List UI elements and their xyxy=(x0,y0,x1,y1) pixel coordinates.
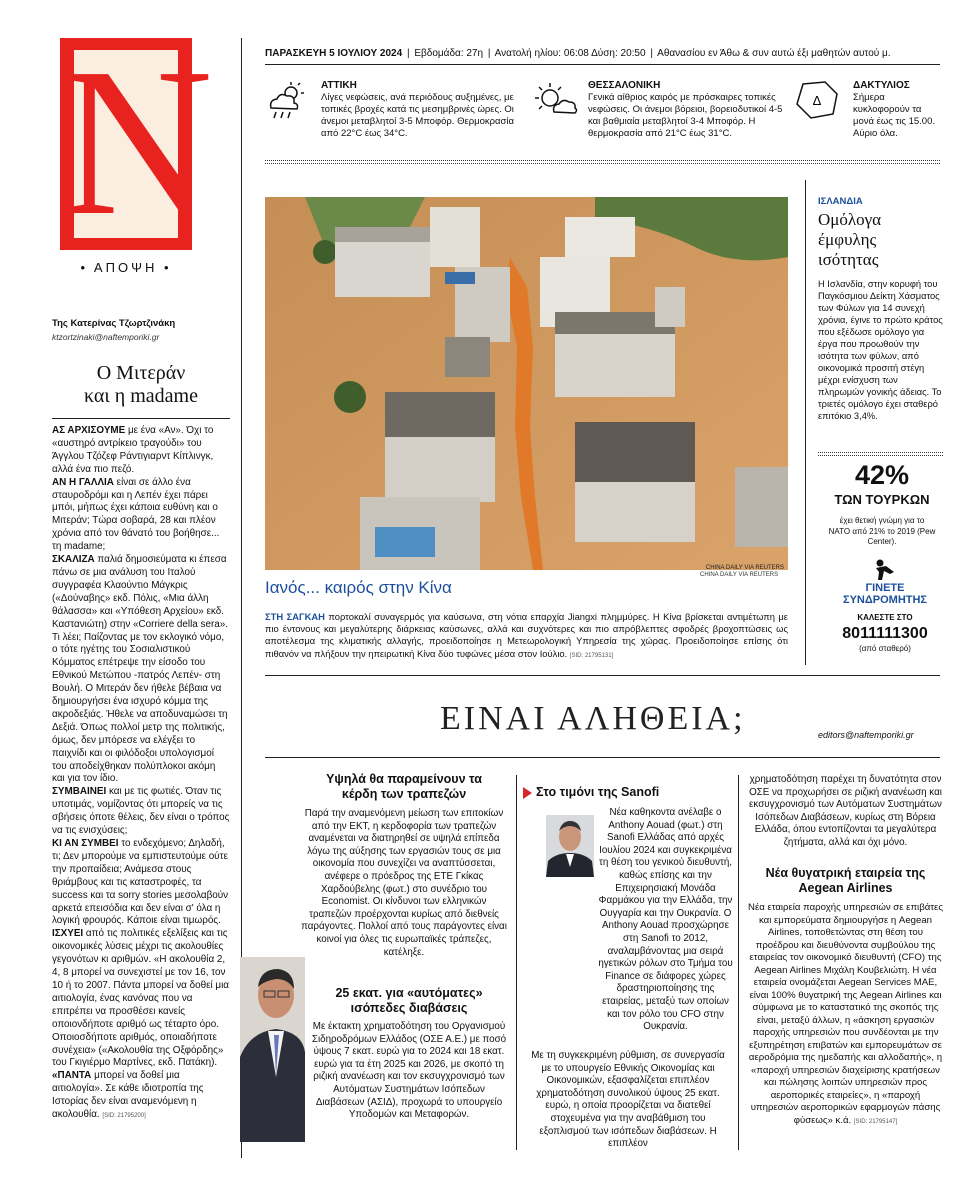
weather-attica xyxy=(265,72,520,152)
article-aegean xyxy=(748,866,943,1128)
byline-email: ktzortzinaki@naftemporiki.gr xyxy=(52,332,160,342)
iceland-text: Η Ισλανδία, στην κορυφή του Παγκόσμιου Δείκτη Χάσματος των Φύλων για 14 συνεχή χρόνια, έγινε το πρώτο κράτος που εξέδωσε ομόλογο για έργα που προωθούν την ισότητα των φύλων, από οικονομικά προσιτή στέγη μέχρι ενίσχυση των πληρωμών γονικής άδειας. Το τριετές ομόλογο έχει σταθερό επιτόκιο 3,4%. xyxy=(818,279,943,421)
sun-cloud-icon xyxy=(532,80,578,122)
caption-text: πορτοκαλί συναγερμός για καύσωνα, στη νότια επαρχία Jiangxi πλημμύρες. Η Κίνα βρίσκεται αντιμέτωπη με πιο έντονους και μεγαλύτερης διάρκειας καύσωνες, αλλά και συχνότερες και πιο απρόβλεπτες σφοδρές βροχοπτώσεις ως αποτέλεσμα της κλιματικής αλλαγής, προειδοποίησε η Μετεωρολογική Υπηρεσία της χώρας. Προειδοποίησε επίσης ότι πιθανόν να πλήξουν την ηπειρωτική Κίνα δύο τυφώνες μέσα στον Ιούλιο. xyxy=(265,611,788,659)
article-text xyxy=(748,902,943,1128)
header-date: ΠΑΡΑΣΚΕΥΗ 5 ΙΟΥΛΙΟΥ 2024 xyxy=(265,48,403,59)
paragraph-lead: «ΠΑΝΤΑ xyxy=(52,1070,92,1082)
paragraph-text: με ένα «Αν». Όχι το «αυστηρό αντρίκειο τραγούδι» του Άγγλου Τζόζεφ Ράντιγιαρντ Κίπλινγκ, αλλά ένα πιο πεζό. xyxy=(52,425,214,475)
opinion-body xyxy=(52,425,230,1123)
paragraph-text: από τις πολιτικές εξελίξεις και τις οικονομικές λύσεις μέχρι τις ακολουθίες γεγονότων κι αριθμών. «Η ακολουθία 2, 4, 8 μπορεί να συνεχιστεί με τον 16, τον 10 ή το 2007. Πάντα μπορεί να δοθεί μια αιτιολογία, ένας κανόνας που να επιτρέπει να προσθέσει κανείς οποιονδήποτε αριθμό ως τέταρτο όρο. Οποιοσδήποτε αριθμός, οποιαδήποτε συνέχεια» («Ακολουθία της Οξφόρδης» του Γκιγιέρμο Μαρτίνες, εκδ. Πατάκη). xyxy=(52,928,230,1069)
stat-label: ΤΩΝ ΤΟΥΡΚΩΝ xyxy=(834,492,930,507)
weather-text: Σήμερα κυκλοφορούν τα μονά έως τις 15.00. Αύριο όλα. xyxy=(853,92,936,139)
weather-text: Γενικά αίθριος καιρός με πρόσκαιρες τοπικές νεφώσεις. Οι άνεμοι βόρειοι, βορειοδυτικοί 4-5 και βαθμιαία μεταβλητοί 3-4 Μποφόρ. Η θερμοκρασία από 21°C έως 31°C. xyxy=(588,92,783,139)
photo-credit: CHINA DAILY VIA REUTERS xyxy=(705,565,784,570)
section-label: • ΑΠΟΨΗ • xyxy=(80,260,172,275)
subscribe-note: (από σταθερό) xyxy=(859,644,911,653)
weather-region: ΔΑΚΤΥΛΙΟΣ xyxy=(853,80,910,91)
iceland-title: Ομόλογα έμφυλης ισότητας xyxy=(818,210,882,269)
svg-text:Δ: Δ xyxy=(812,93,822,108)
opinion-title-line: και η madame xyxy=(84,385,198,407)
paragraph-lead: ΑΣ ΑΡΧΙΣΟΥΜΕ xyxy=(52,425,126,436)
weather-thessaloniki xyxy=(530,72,792,152)
stat-box xyxy=(818,460,946,548)
weather-region: ΑΤΤΙΚΗ xyxy=(321,80,357,91)
iceland-box xyxy=(818,196,946,422)
header-bar: ΠΑΡΑΣΚΕΥΗ 5 ΙΟΥΛΙΟΥ 2024 | Εβδομάδα: 27η | Ανατολή ηλίου: 06:08 Δύση: 20:50 | Αθανασίου εν Άθω & συν αυτώ έξι μαθητών αυτού μ. xyxy=(265,48,891,59)
subscribe-line2: ΣΥΝΔΡΟΜΗΤΗΣ xyxy=(842,594,928,606)
truth-email: editors@naftemporiki.gr xyxy=(818,730,914,740)
weather-ring xyxy=(795,72,945,152)
aegean-text: Νέα εταιρεία παροχής υπηρεσιών σε επιβάτες και εμπορεύματα δημιουργήσε η Aegean Airlines, τοποθετώντας στη θέση του προέδρου και διευθύνοντα συμβούλου της εταιρείας τον οικονομικό διευθυντή (CFO) της Aegean Airlines Μιχάλη Κουβελιώτη. Η νέα εταιρεία ονομάζεται Aegean Services MAE, είναι 100% θυγατρική της Aegean Airlines και σύμφωνα με το καταστατικό της σκοπός της είναι, μεταξύ άλλων, η «άσκηση εργασιών παροχής υπηρεσιών που συνδέονται με την εξυπηρέτηση επιβατών και εμπορευμάτων σε αεροδρόμια της ημεδαπής και αλλοδαπής», η «παροχή υπηρεσιών διαχείρισης κρατήσεων και πώλησης λοιπών υπηρεσιών προς αεροπορικές εταιρείες», η «παροχή υπηρεσιών αεροπορικών εφαρμογών πάσης φύσεως» κ.ά. xyxy=(748,902,943,1126)
article-text: χρηματοδότηση παρέχει τη δυνατότητα στον ΟΣΕ να προχωρήσει σε ριζική ανανέωση και εκσυγχρονισμό των Αυτόματων Συστημάτων Ισόπεδων Διαβάσεων, κυρίως στη Βόρεια Ελλάδα, όπου εντοπίζονται τα μεγαλύτερα ζητήματα, αλλά και όχι μόνο. xyxy=(749,774,942,848)
article-text: Νέα καθηκοντα ανέλαβε ο Anthony Aouad (φωτ.) στη Sanofi Ελλάδας από αρχές Ιουλίου 2024 και συγκεκριμένα τη θέση του γενικού διευθυντή, καθώς επίσης και την Επιχειρησιακή Μονάδα Φαρμάκου για την Ελλάδα, την Ουγγαρία και την Ουκρανία. O Anthony Aouad προσχώρησε στη Sanofi το 2012, αναλαμβάνοντας μια σειρά ηγετικών ρόλων στο Τμήμα του Finance σε διάφορες χώρες δραστηριοποίησης της εταιρείας, μεταξύ των οποίων και τον ρόλο του CFO στην Ουκρανία. xyxy=(598,807,733,1033)
paragraph-text: το ενδεχόμενο; Δηλαδή, τι; Δεν μπορούμε να εμπιστευτούμε ούτε την προπαίδεια; Ανάμεσα στους θριάμβους και τις καταστροφές, τα success και τα sorry stories μεσολαβούν αρκετά επεισόδια και δεν είναι σ' όλα η λογική φρουρός. Κάποιε είναι τιμωρός. xyxy=(52,838,229,927)
opinion-title-line: Ο Μιτεράν xyxy=(96,362,186,384)
subscribe-call: ΚΑΛΕΣΤΕ ΣΤΟ xyxy=(857,613,913,622)
article-headline xyxy=(523,785,733,799)
opinion-paragraph xyxy=(52,425,230,477)
article-ose-continued-right xyxy=(748,774,943,850)
paragraph-lead: ΣΚΑΛΙΖΑ xyxy=(52,554,95,566)
flood-photo xyxy=(265,197,788,570)
opinion-column xyxy=(52,318,230,1123)
paragraph-lead: ΑΝ Η ΓΑΛΛΙΑ xyxy=(52,476,114,488)
reader-figure-icon xyxy=(872,558,898,582)
photo-caption xyxy=(265,611,788,662)
subscribe-line1: ΓΙΝΕΤΕ xyxy=(865,582,905,594)
paragraph-lead: ΙΣΧΥΕΙ xyxy=(52,928,84,940)
caption-lead: ΣΤΗ ΣΑΓΚΑΗ xyxy=(265,611,325,622)
weather-region: ΘΕΣΣΑΛΟΝΙΚΗ xyxy=(588,80,661,91)
paragraph-lead: ΚΙ ΑΝ ΣΥΜΒΕΙ xyxy=(52,838,119,849)
opinion-title xyxy=(52,362,230,408)
paragraph-text: και με τις φωτιές. Όταν τις υποτιμάς, νομίζοντας ότι μπορείς να τις σβήσεις όποτε θέλεις, δεν είναι ο τρόπος να τις ενισχύσεις; xyxy=(52,786,230,837)
opinion-paragraph xyxy=(52,554,230,786)
opinion-paragraph xyxy=(52,477,230,554)
logo-letter: N xyxy=(60,24,214,259)
person-photo-chardouvelis xyxy=(240,957,305,1142)
byline: Της Κατερίνας Τζωρτζινάκη xyxy=(52,318,176,329)
header-week: Εβδομάδα: 27η xyxy=(414,48,484,59)
opinion-paragraph xyxy=(52,786,230,838)
photo-headline: Ιανός... καιρός στην Κίνα xyxy=(265,578,452,597)
stat-text: έχει θετική γνώμη για το ΝΑΤΟ από 21% το 2019 (Pew Center). xyxy=(828,516,936,546)
article-sanofi xyxy=(523,785,733,1034)
article-banks xyxy=(300,772,508,959)
paragraph-text: είναι σε άλλο ένα σταυροδρόμι και η Λεπέν έχει πάρει μπόι, μήπως έχει κάποια ευθύνη και ο Μιτεράν; Τώρα σοβαρά, 28 και πλέον χρόνια από τον θάνατό του βοήθησε... τη madame; xyxy=(52,476,220,553)
flood-photo-illustration xyxy=(265,197,788,570)
logo xyxy=(60,24,214,259)
header-sun: Ανατολή ηλίου: 06:08 Δύση: 20:50 xyxy=(494,48,646,59)
stat-value: 42% xyxy=(854,460,910,490)
iceland-kicker: ΙΣΛΑΝΔΙΑ xyxy=(818,196,863,207)
opinion-paragraph xyxy=(52,1070,230,1123)
sid-ref: [SID: 21795200] xyxy=(102,1113,146,1120)
article-text: Παρά την αναμενόμενη μείωση των επιτοκίων από την ΕΚΤ, η κερδοφορία των τραπεζών αναμένεται να διατηρηθεί σε υψηλά επίπεδα λόγω της αύξησης των εργασιών τους σε μια οικονομία που συνεχίζει να αναπτύσσεται, ανέφερε ο πρόεδρος της ΕΤΕ Γκίκας Χαρδούβελης (φωτ.) στο συνέδριο του Economist. Οι κίνδυνοι των ελληνικών τραπεζών προέρχονται κυρίως από διεθνείς παράγοντες. Πολλοί από τους παράγοντες είναι κοινοί για όλες τις ευρωπαϊκές τράπεζες, κατέληξε. xyxy=(301,808,507,958)
article-headline: Υψηλά θα παραμείνουν τα κέρδη των τραπεζών xyxy=(326,772,482,801)
sid-ref: [SID: 21795131] xyxy=(569,652,614,659)
article-text: Με τη συγκεκριμένη ρύθμιση, σε συνεργασία με το υπουργείο Εθνικής Οικονομίας και Οικονομικών, εξασφαλίζεται επιπλέον χρηματοδότηση συνολικού ύψους 25 εκατ. ευρώ, η οποία προορίζεται να διατεθεί στοχευμένα για την αναβάθμιση του εξοπλισμού των ισόπεδων διαβάσεων. Η επιπλέον xyxy=(531,1050,725,1150)
truth-title: ΕΙΝΑΙ ΑΛΗΘΕΙΑ; xyxy=(440,700,746,737)
weather-text: Λίγες νεφώσεις, ανά περιόδους αυξημένες, με τοπικές βροχές κατά τις μεσημβρινές ώρες. Οι άνεμοι μεταβλητοί 3-5 Μποφόρ. Θερμοκρασία από 22°C έως 34°C. xyxy=(321,92,514,139)
opinion-paragraph xyxy=(52,928,230,1070)
sid-ref: [SID: 21795147] xyxy=(853,1118,898,1125)
opinion-paragraph xyxy=(52,838,230,928)
paragraph-text: μπορεί να δοθεί μια αιτιολογία». Σε κάθε ιδιοτροπία της Ιστορίας δεν είναι αναμενόμενη η ακολουθία. xyxy=(52,1070,204,1121)
article-ose xyxy=(310,986,508,1122)
sanofi-headline: Στο τιμόνι της Sanofi xyxy=(536,785,660,799)
subscribe-phone[interactable]: 8011111300 xyxy=(842,625,928,642)
article-ose-continued xyxy=(525,1050,731,1151)
partly-cloudy-rain-icon xyxy=(265,80,307,122)
article-headline: Νέα θυγατρική εταιρεία της Aegean Airlines xyxy=(765,866,926,895)
header-saint: Αθανασίου εν Άθω & συν αυτώ έξι μαθητών αυτού μ. xyxy=(657,48,891,59)
article-text: Με έκτακτη χρηματοδότηση του Οργανισμού Σιδηροδρόμων Ελλάδος (ΟΣΕ Α.Ε.) με ποσό ύψους 7 εκατ. ευρώ για το 2024 και 18 εκατ. ευρώ για τα έτη 2025 και 2026, με σκοπό τη ριζική ανανέωση και τον εκσυγχρονισμό των Αυτόματων Συστημάτων Ισόπεδων Διαβάσεων (ΑΣΙΔ), προχωρά το υπουργείο Υποδομών και Μεταφορών. xyxy=(311,1021,507,1121)
red-arrow-icon xyxy=(523,787,532,799)
paragraph-text: παλιά δημοσιεύματα κι έπεσα πάνω σε μια ανάλυση του Ιταλού συγγραφέα Κλαούντιο Μάγκρις («Δούναβης» εκδ. Πόλις, «Μια άλλη θάλασσα» και «Υπόθεση Αρχείου» εκδ. Καστανιώτη) στην «Corriere della sera». Τι λέει; Παίζοντας με τον εκλογικό νόμο, ο τότε ηγέτης του Σοσιαλιστικού Κόμματος επέτρεψε την είσοδο του Εθνικού Μετώπου -πατρός Λεπέν- στη Βουλή. Ο Μιτεράν δεν ήθελε βέβαια να δημιουργήσει ένα ισχυρό κόμμα της ακροδεξιάς. Ήθελε να αποδυναμώσει τη Δεξιά. Όπως πολλοί μετρ της πολιτικής, όμως, δεν μπόρεσε να ελέγξει το παιχνίδι και οι φιλόδοξοι υπολογισμοί του αποδείχθηκαν πολύπλοκοι ακόμη και για τον ίδιο. xyxy=(52,554,228,785)
paragraph-lead: ΣΥΜΒΑΙΝΕΙ xyxy=(52,786,107,798)
article-headline: 25 εκατ. για «αυτόματες» ισόπεδες διαβάσεις xyxy=(335,986,483,1015)
photo-credit-label: CHINA DAILY VIA REUTERS xyxy=(700,572,779,578)
ring-zone-icon xyxy=(795,80,839,120)
subscribe-box[interactable] xyxy=(830,558,940,653)
person-photo-aouad xyxy=(546,815,594,877)
